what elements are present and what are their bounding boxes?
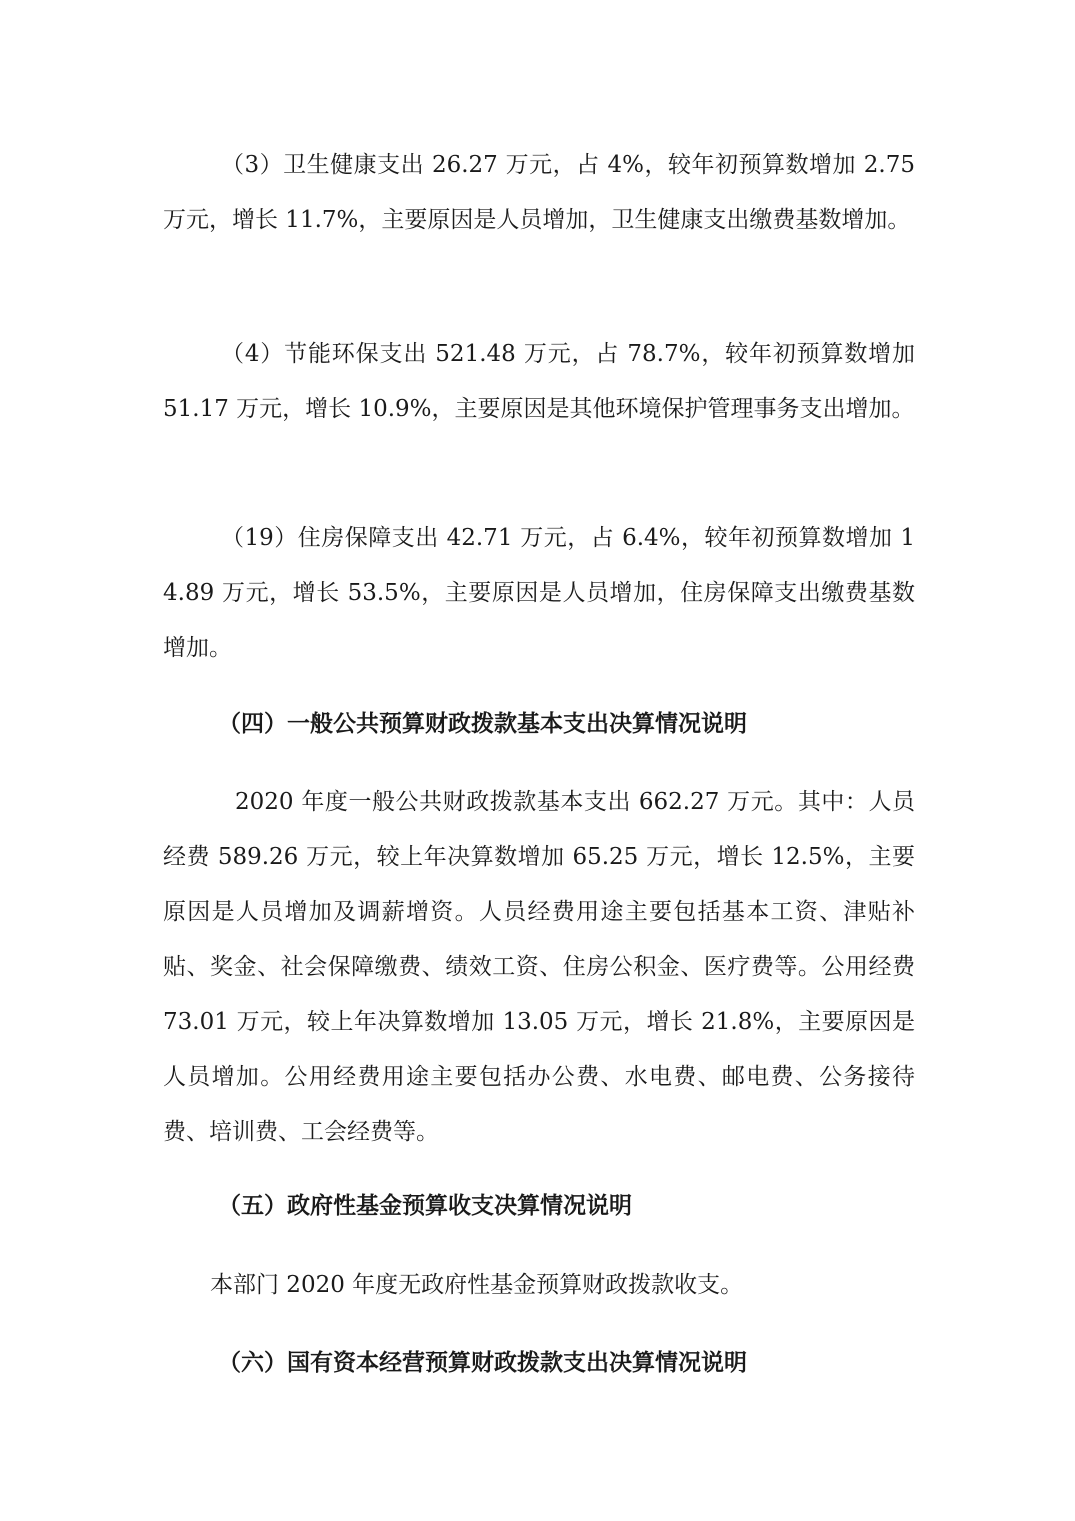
paragraph-health-expenditure: （3）卫生健康支出 26.27 万元，占 4%，较年初预算数增加 2.75 万元，增长 11.7%，主要原因是人员增加，卫生健康支出缴费基数增加。 (163, 152, 915, 233)
paragraph-housing-expenditure: （19）住房保障支出 42.71 万元，占 6.4%，较年初预算数增加 14.89 万元，增长 53.5%，主要原因是人员增加，住房保障支出缴费基数增加。 (163, 525, 915, 661)
section-heading-6: （六）国有资本经营预算财政拨款支出决算情况说明 (218, 1349, 747, 1376)
paragraph-energy-expenditure: （4）节能环保支出 521.48 万元，占 78.7%，较年初预算数增加 51.17 万元，增长 10.9%，主要原因是其他环境保护管理事务支出增加。 (163, 341, 915, 422)
paragraph-basic-expenditure: 2020 年度一般公共财政拨款基本支出 662.27 万元。其中：人员经费 589.26 万元，较上年决算数增加 65.25 万元，增长 12.5%，主要原因是人员增加及调薪增资。人员经费用途主要包括基本工资、津贴补贴、奖金、社会保障缴费、绩效工资、住房公积金、医疗费等。公用经费 73.01 万元，较上年决算数增加 13.05 万元，增长 21.8%，主要原因是人员增加。公用经费用途主要包括办公费、水电费、邮电费、公务接待费、培训费、工会经费等。 (163, 789, 915, 1145)
section-heading-5: （五）政府性基金预算收支决算情况说明 (218, 1192, 632, 1219)
section-heading-4: （四）一般公共预算财政拨款基本支出决算情况说明 (218, 710, 747, 737)
paragraph-gov-fund: 本部门 2020 年度无政府性基金预算财政拨款收支。 (210, 1272, 744, 1298)
